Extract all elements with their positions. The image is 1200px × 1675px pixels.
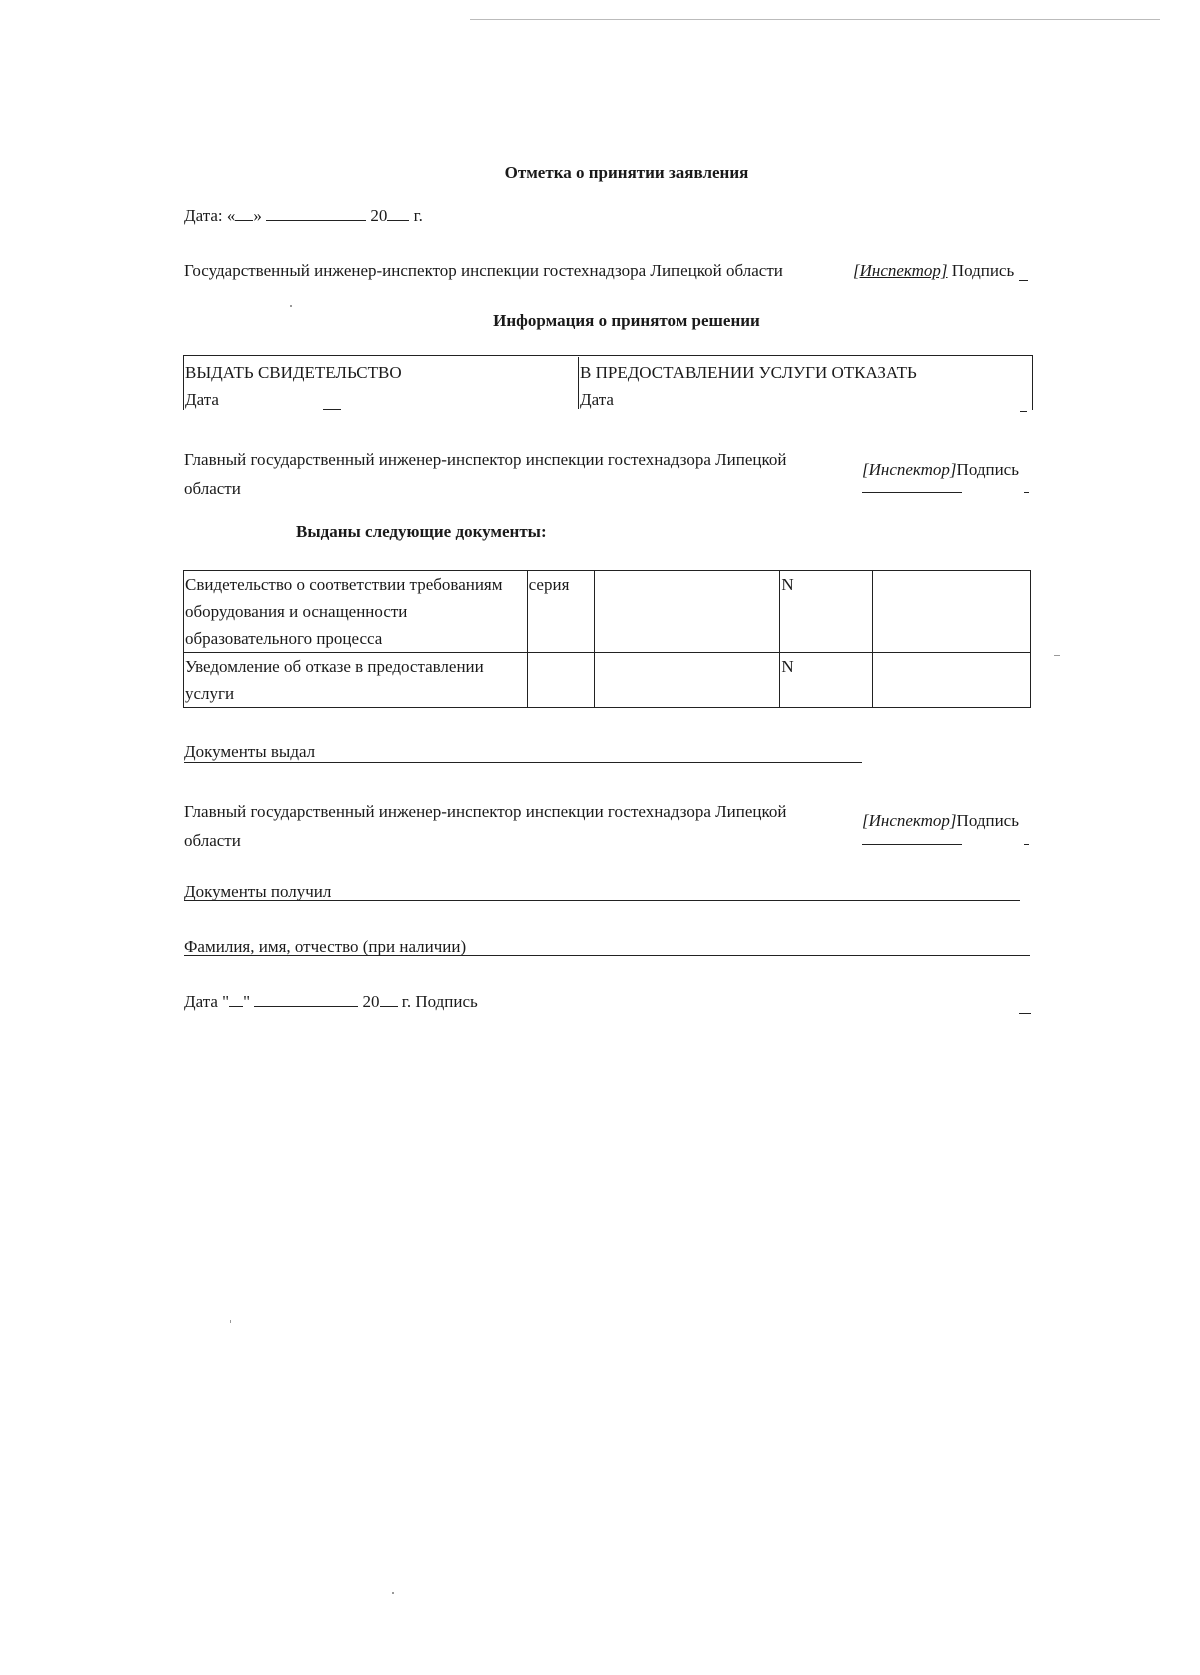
decision-signature-blank	[1024, 492, 1029, 493]
year-suffix: г.	[413, 206, 423, 225]
final-date-year: 20	[362, 992, 380, 1011]
issued-by-label: Документы выдал	[184, 742, 316, 761]
series-value	[594, 653, 780, 708]
final-month-blank	[254, 992, 358, 1007]
scan-artifact-dot	[290, 305, 292, 307]
documents-signature-line	[862, 811, 1019, 831]
day-blank	[235, 206, 253, 221]
scan-artifact-dot	[230, 1320, 231, 1323]
final-year-blank	[380, 992, 398, 1007]
final-date-suffix: г. Подпись	[401, 992, 478, 1011]
decision-issue-date-label: Дата	[185, 390, 219, 409]
acceptance-date-line	[184, 206, 423, 226]
decision-issue-label: ВЫДАТЬ СВИДЕТЕЛЬСТВО	[185, 363, 402, 382]
signature-label: Подпись	[951, 261, 1015, 280]
scan-artifact-top-line	[470, 19, 1160, 20]
documents-title: Выданы следующие документы:	[296, 522, 547, 541]
date-prefix: Дата: «	[184, 206, 236, 225]
decision-title: Информация о принятом решении	[493, 311, 760, 330]
decision-inspector-blank	[862, 492, 962, 493]
inspector-placeholder: [Инспектор]	[862, 811, 957, 830]
scan-artifact-dot	[1054, 655, 1060, 656]
documents-signature-blank	[1024, 844, 1029, 845]
inspector-placeholder: [Инспектор]	[862, 460, 957, 479]
signature-label: Подпись	[956, 811, 1019, 830]
document-name: Уведомление об отказе в предоставлении услуги	[184, 653, 528, 708]
acceptance-signature-line	[853, 261, 1014, 281]
issued-by-line	[184, 762, 862, 763]
decision-signature-line	[862, 460, 1019, 480]
table-row	[184, 653, 1031, 708]
decision-refuse-label: В ПРЕДОСТАВЛЕНИИ УСЛУГИ ОТКАЗАТЬ	[580, 363, 917, 382]
final-day-blank	[229, 992, 243, 1007]
year-prefix: 20	[370, 206, 388, 225]
number-value	[873, 571, 1031, 653]
decision-issue-date-blank	[323, 409, 341, 410]
scan-artifact-dot	[392, 1592, 394, 1594]
final-date-line	[184, 992, 478, 1012]
final-date-prefix: Дата "	[184, 992, 230, 1011]
acceptance-title: Отметка о принятии заявления	[504, 163, 749, 182]
documents-table	[183, 570, 1031, 708]
received-by-line	[184, 900, 1020, 901]
year-blank	[387, 206, 409, 221]
number-label: N	[780, 571, 873, 653]
series-value	[594, 571, 780, 653]
table-row	[184, 571, 1031, 653]
decision-inspector-position: Главный государственный инженер-инспектор инспекции гостехнадзора Липецкой области	[184, 450, 787, 498]
received-by-label: Документы получил	[184, 882, 332, 901]
number-value	[873, 653, 1031, 708]
decision-divider	[578, 357, 579, 409]
signature-blank	[1019, 280, 1028, 281]
full-name-label: Фамилия, имя, отчество (при наличии)	[184, 937, 467, 956]
final-signature-blank	[1019, 1013, 1031, 1014]
series-label	[527, 653, 594, 708]
inspector-placeholder: [Инспектор]	[853, 261, 948, 280]
full-name-line	[184, 955, 1030, 956]
month-blank	[266, 206, 366, 221]
final-date-mid: "	[243, 992, 251, 1011]
series-label: серия	[527, 571, 594, 653]
decision-refuse-date-blank	[1020, 411, 1027, 412]
acceptance-inspector-position: Государственный инженер-инспектор инспекции гостехнадзора Липецкой области	[184, 261, 783, 280]
decision-refuse-date-label: Дата	[580, 390, 614, 409]
number-label: N	[780, 653, 873, 708]
signature-label: Подпись	[956, 460, 1019, 479]
documents-inspector-blank	[862, 844, 962, 845]
document-name: Свидетельство о соответствии требованиям оборудования и оснащенности образовательного процесса	[184, 571, 528, 653]
documents-inspector-position: Главный государственный инженер-инспектор инспекции гостехнадзора Липецкой области	[184, 802, 787, 850]
date-mid: »	[253, 206, 262, 225]
